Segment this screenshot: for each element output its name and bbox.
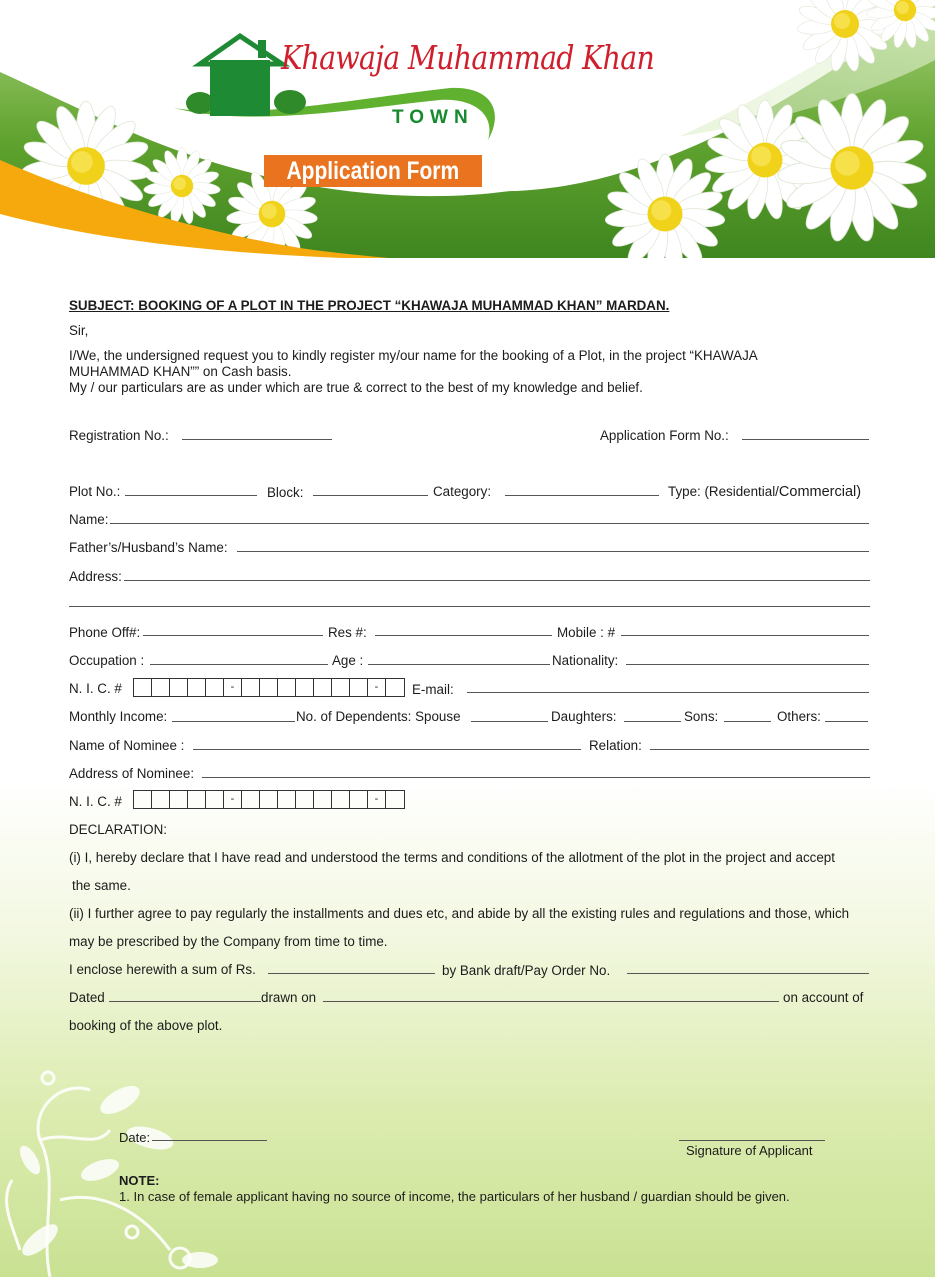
- declaration-item1-line1: (i) I, hereby declare that I have read and understood the terms and conditions of the allotment of the plot in the project and accept: [69, 850, 835, 865]
- monthly-income-field[interactable]: [172, 721, 295, 722]
- res-phone-label: Res #:: [328, 625, 367, 640]
- particulars-paragraph: My / our particulars are as under which are true & correct to the best of my knowledge and belief.: [69, 380, 643, 395]
- nic-label: N. I. C. #: [69, 681, 122, 696]
- address-field-line2[interactable]: [69, 606, 870, 607]
- relation-label: Relation:: [589, 738, 642, 753]
- dated-field[interactable]: [109, 1001, 261, 1002]
- address-field-line1[interactable]: [124, 580, 870, 581]
- note-item-1: 1. In case of female applicant having no source of income, the particulars of her husband / guardian should be given.: [119, 1189, 790, 1204]
- nominee-address-field[interactable]: [202, 777, 870, 778]
- dependents-spouse-label: No. of Dependents: Spouse: [296, 709, 461, 724]
- application-form-no-label: Application Form No.:: [600, 428, 729, 443]
- signature-field[interactable]: [679, 1140, 825, 1141]
- declaration-item2-line1: (ii) I further agree to pay regularly the installments and dues etc, and abide by all the existing rules and regulations and those, which: [69, 906, 850, 921]
- subject-line: SUBJECT: BOOKING OF A PLOT IN THE PROJECT “KHAWAJA MUHAMMAD KHAN” MARDAN.: [69, 298, 670, 313]
- drawn-on-label: drawn on: [261, 990, 317, 1005]
- drawn-on-field[interactable]: [323, 1001, 779, 1002]
- salutation: Sir,: [69, 323, 89, 338]
- nominee-nic-input-boxes[interactable]: - -: [133, 790, 405, 809]
- sons-field[interactable]: [724, 721, 771, 722]
- relation-field[interactable]: [650, 749, 869, 750]
- sons-label: Sons:: [684, 709, 719, 724]
- dated-label: Dated: [69, 990, 105, 1005]
- age-field[interactable]: [368, 664, 550, 665]
- others-label: Others:: [777, 709, 821, 724]
- intro-paragraph-line1: I/We, the undersigned request you to kindly register my/our name for the booking of a Plot, in the project “KHAWAJA: [69, 348, 758, 363]
- on-account-of-label: on account of: [783, 990, 864, 1005]
- name-field[interactable]: [110, 523, 869, 524]
- age-label: Age :: [332, 653, 364, 668]
- date-field[interactable]: [152, 1140, 267, 1141]
- sum-rs-field[interactable]: [268, 973, 435, 974]
- category-field[interactable]: [505, 495, 659, 496]
- monthly-income-label: Monthly Income:: [69, 709, 168, 724]
- others-field[interactable]: [825, 721, 868, 722]
- email-field[interactable]: [467, 692, 869, 693]
- block-field[interactable]: [313, 495, 428, 496]
- nationality-label: Nationality:: [552, 653, 619, 668]
- nominee-nic-label: N. I. C. #: [69, 794, 122, 809]
- phone-off-label: Phone Off#:: [69, 625, 141, 640]
- declaration-item1-line2: the same.: [72, 878, 131, 893]
- booking-above-plot-text: booking of the above plot.: [69, 1018, 223, 1033]
- address-label: Address:: [69, 569, 122, 584]
- res-phone-field[interactable]: [375, 635, 552, 636]
- pay-order-no-field[interactable]: [627, 973, 869, 974]
- enclose-sum-label: I enclose herewith a sum of Rs.: [69, 962, 256, 977]
- name-label: Name:: [69, 512, 109, 527]
- occupation-label: Occupation :: [69, 653, 145, 668]
- form-title-banner: Application Form: [264, 155, 482, 187]
- category-label: Category:: [433, 484, 492, 499]
- nationality-field[interactable]: [626, 664, 869, 665]
- registration-no-field[interactable]: [182, 439, 332, 440]
- logo-town: TOWN: [392, 107, 474, 128]
- application-form-no-field[interactable]: [742, 439, 869, 440]
- father-husband-name-label: Father’s/Husband’s Name:: [69, 540, 228, 555]
- declaration-item2-line2: may be prescribed by the Company from time to time.: [69, 934, 388, 949]
- floral-swirl-ornament: [0, 1050, 260, 1277]
- nic-input-boxes[interactable]: - -: [133, 678, 405, 697]
- date-label: Date:: [119, 1130, 151, 1145]
- mobile-field[interactable]: [621, 635, 869, 636]
- logo-title: Khawaja Muhammad Khan: [281, 38, 655, 77]
- type-label: Type: (Residential/Commercial): [668, 484, 862, 500]
- daughters-label: Daughters:: [551, 709, 617, 724]
- father-husband-name-field[interactable]: [237, 551, 869, 552]
- declaration-heading: DECLARATION:: [69, 822, 167, 837]
- phone-off-field[interactable]: [143, 635, 323, 636]
- mobile-label: Mobile : #: [557, 625, 616, 640]
- daughters-field[interactable]: [624, 721, 681, 722]
- bank-draft-label: by Bank draft/Pay Order No.: [442, 963, 611, 978]
- signature-label: Signature of Applicant: [686, 1143, 813, 1158]
- registration-no-label: Registration No.:: [69, 428, 169, 443]
- dependents-spouse-field[interactable]: [471, 721, 548, 722]
- plot-no-field[interactable]: [125, 495, 257, 496]
- block-label: Block:: [267, 485, 304, 500]
- intro-paragraph-line2: MUHAMMAD KHAN”” on Cash basis.: [69, 364, 292, 379]
- nominee-name-field[interactable]: [193, 749, 581, 750]
- occupation-field[interactable]: [150, 664, 328, 665]
- note-heading: NOTE:: [119, 1173, 160, 1188]
- nominee-name-label: Name of Nominee :: [69, 738, 185, 753]
- nominee-address-label: Address of Nominee:: [69, 766, 195, 781]
- email-label: E-mail:: [412, 682, 454, 697]
- plot-no-label: Plot No.:: [69, 484, 121, 499]
